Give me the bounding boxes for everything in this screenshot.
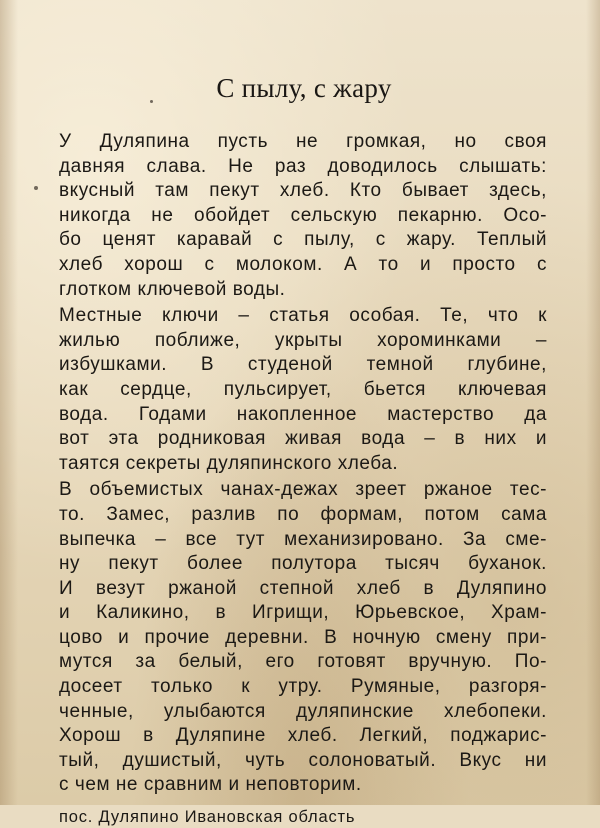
paper-edge-shadow-right — [586, 0, 600, 805]
text-line: досеет только к утру. Румяные, разгоря- — [59, 676, 547, 698]
text-line: избушками. В студеной темной глубине, — [59, 354, 547, 376]
text-line: У Дуляпина пусть не громкая, но своя — [59, 131, 547, 152]
text-line: ченные, улыбаются дуляпинские хлебопеки. — [59, 700, 547, 722]
text-line: И везут ржаной степной хлеб в Дуляпино — [59, 577, 547, 599]
paper-edge-shadow-left — [0, 0, 18, 805]
text-line: ну пекут более полутора тысяч буханок. — [59, 553, 547, 575]
paragraph — [59, 304, 547, 476]
article — [59, 70, 547, 828]
text-line: бо ценят каравай с пылу, с жару. Теплый — [59, 229, 547, 251]
text-line: вода. Годами накопленное мастерство да — [59, 403, 547, 425]
text-line: Хорош в Дуляпине хлеб. Легкий, поджарис- — [59, 725, 547, 747]
paragraph — [59, 130, 547, 302]
text-line: глотком ключевой воды. — [59, 278, 286, 300]
text-line: хлеб хорош с молоком. А то и просто с — [59, 253, 547, 275]
text-line: таятся секреты дуляпинского хлеба. — [59, 452, 399, 474]
text-line: и Каликино, в Игрищи, Юрьевское, Храм- — [59, 602, 547, 624]
text-line: цово и прочие деревни. В ночную смену при- — [59, 626, 547, 648]
text-line: мутся за белый, его готовят вручную. По- — [59, 651, 547, 673]
text-line: тый, душистый, чуть солоноватый. Вкус ни — [59, 749, 547, 771]
article-headline: С пылу, с жару — [216, 73, 392, 103]
text-line: выпечка – все тут механизировано. За сме- — [59, 528, 547, 550]
paragraph — [59, 478, 547, 798]
text-line: то. Замес, разлив по формам, потом сама — [59, 503, 547, 525]
text-line: Местные ключи – статья особая. Те, что к — [59, 305, 547, 327]
text-line: жилью поближе, укрыты хороминками – — [59, 329, 547, 351]
print-speck — [34, 186, 38, 190]
text-line: вот эта родниковая живая вода – в них и — [59, 428, 547, 450]
text-line: никогда не обойдет сельскую пекарню. Осо- — [59, 204, 547, 226]
text-line: как сердце, пульсирует, бьется ключевая — [59, 378, 547, 400]
article-signature: пос. Дуляпино Ивановская область — [59, 808, 356, 827]
article-body — [59, 130, 547, 798]
text-line: с чем не сравним и неповторим. — [59, 774, 362, 796]
text-line: вкусный там пекут хлеб. Кто бывает здесь, — [59, 180, 547, 202]
text-line: В объемистых чанах-дежах зреет ржаное тес- — [59, 479, 547, 501]
text-line: давняя слава. Не раз доводилось слышать: — [59, 155, 547, 177]
